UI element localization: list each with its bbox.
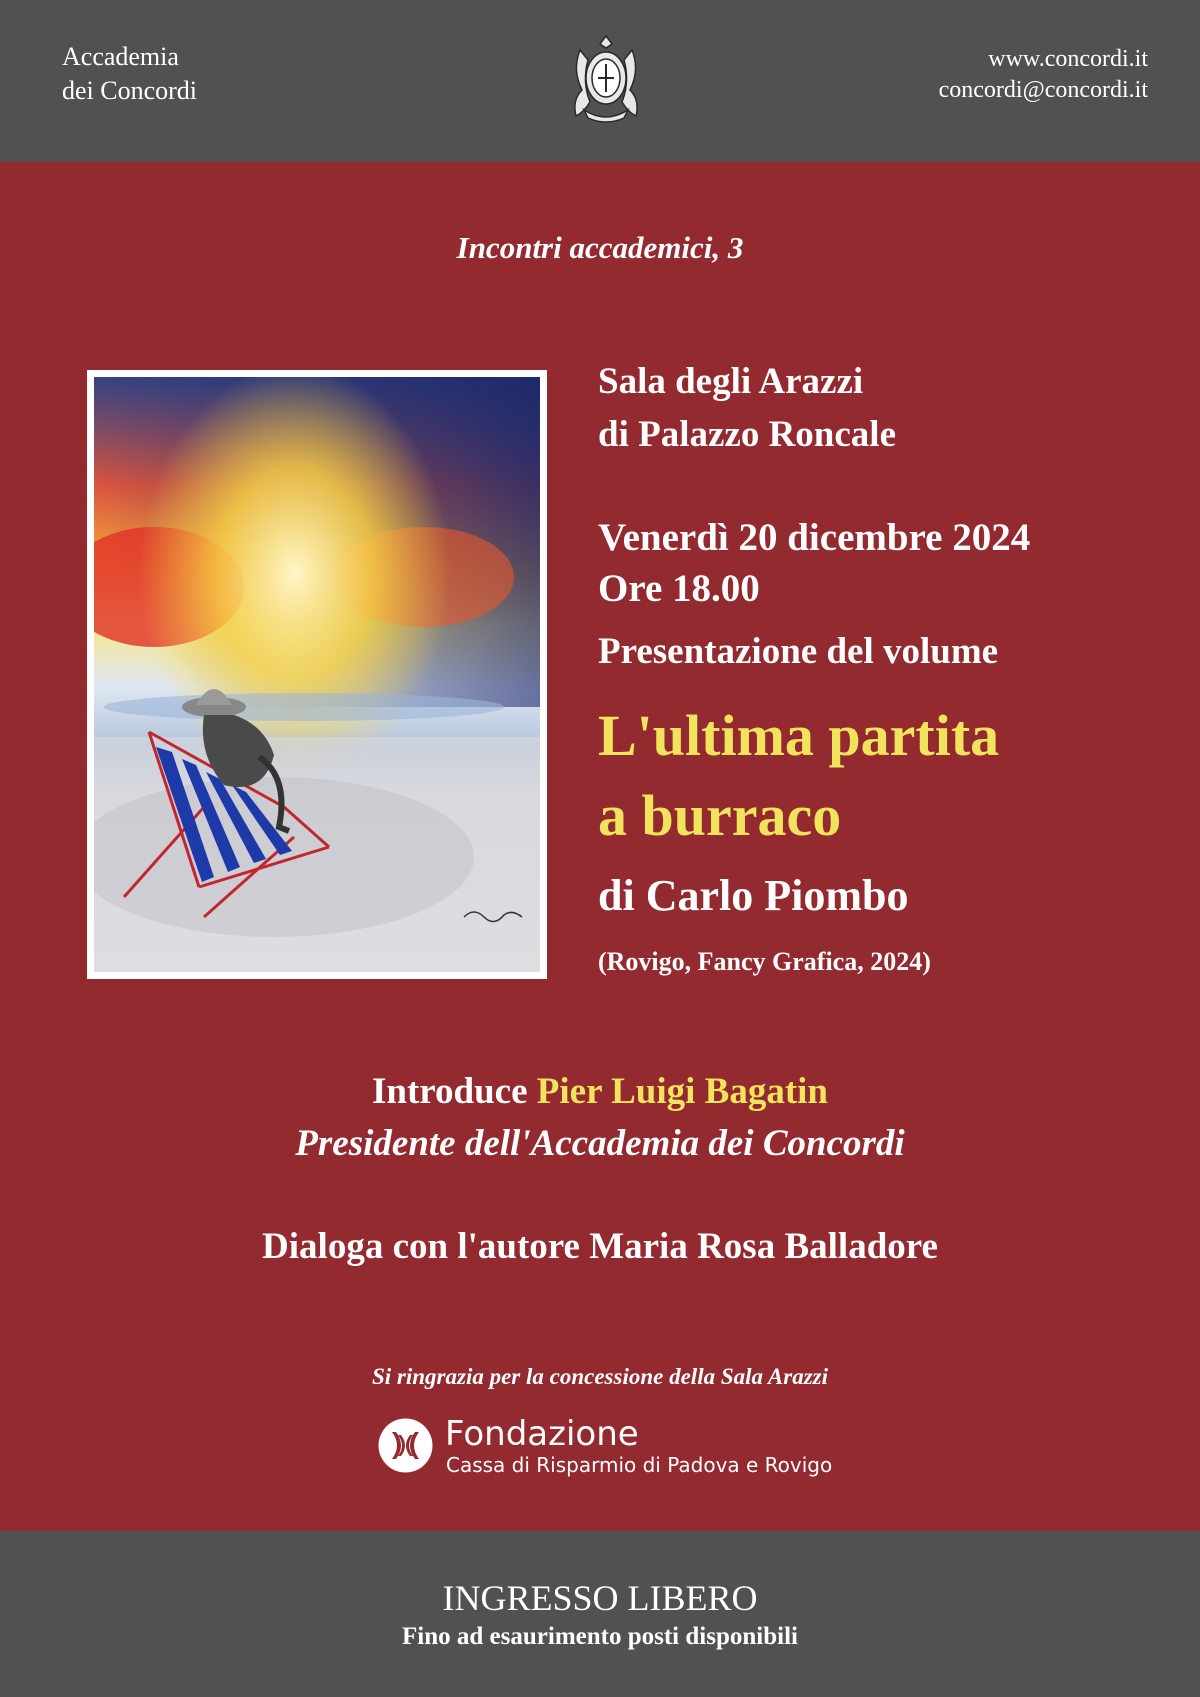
academy-crest-icon bbox=[558, 30, 654, 126]
email-link[interactable]: concordi@concordi.it bbox=[938, 77, 1148, 103]
presentation-label: Presentazione del volume bbox=[598, 631, 999, 672]
header-bar bbox=[0, 0, 1200, 162]
event-date: Venerdì 20 dicembre 2024 bbox=[598, 516, 1031, 559]
introducer bbox=[0, 1070, 1200, 1113]
event-time: Ore 18.00 bbox=[598, 567, 760, 610]
academy-name-line1: Accademia bbox=[62, 42, 179, 71]
venue-line1: Sala degli Arazzi bbox=[598, 361, 864, 402]
book-title-line1: L'ultima partita bbox=[598, 703, 1000, 768]
footer-bar bbox=[0, 1531, 1200, 1697]
series-title: Incontri accademici, 3 bbox=[456, 230, 744, 265]
sponsor-block bbox=[378, 1414, 858, 1477]
academy-name bbox=[62, 40, 197, 108]
venue-line2: di Palazzo Roncale bbox=[598, 414, 897, 455]
cover-painting bbox=[87, 370, 547, 979]
footer-subtitle: Fino ad esaurimento posti disponibili bbox=[402, 1623, 798, 1650]
fondazione-logo-icon bbox=[378, 1418, 433, 1473]
website-link[interactable]: www.concordi.it bbox=[988, 46, 1148, 72]
introducer-role: Presidente dell'Accademia dei Concordi bbox=[295, 1123, 905, 1164]
thanks-note: Si ringrazia per la concessione della Sala Arazzi bbox=[371, 1364, 828, 1389]
book-title-line2: a burraco bbox=[598, 783, 842, 848]
academy-name-line2: dei Concordi bbox=[62, 76, 198, 105]
sponsor-name: Fondazione bbox=[445, 1414, 639, 1454]
contacts bbox=[939, 44, 1148, 106]
intro-label: Introduce bbox=[371, 1071, 528, 1112]
intro-name: Pier Luigi Bagatin bbox=[536, 1071, 829, 1112]
footer-title: INGRESSO LIBERO bbox=[442, 1578, 758, 1618]
book-author: di Carlo Piombo bbox=[598, 871, 909, 920]
publication-info: (Rovigo, Fancy Grafica, 2024) bbox=[598, 947, 931, 976]
sponsor-subtitle: Cassa di Risparmio di Padova e Rovigo bbox=[446, 1453, 833, 1477]
dialog-line: Dialoga con l'autore Maria Rosa Balladore bbox=[262, 1226, 938, 1267]
